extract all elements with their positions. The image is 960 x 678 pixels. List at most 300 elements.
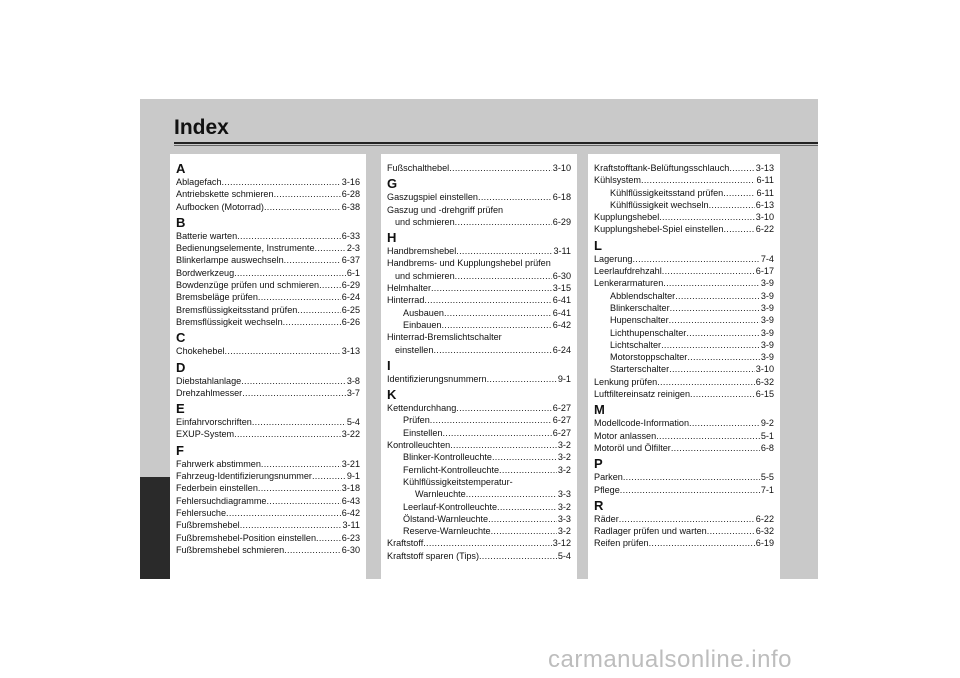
dot-leader <box>689 417 760 429</box>
index-entry[interactable] <box>594 253 774 265</box>
index-entry-page: 5-4 <box>346 417 360 428</box>
index-entry-term: Luftfiltereinsatz reinigen <box>594 389 691 400</box>
index-entry-page: 3-3 <box>557 489 571 500</box>
index-entry-term: Kühlflüssigkeitstemperatur- <box>403 476 513 487</box>
title-rule <box>174 142 818 144</box>
dot-leader <box>499 464 557 476</box>
index-entry-term: Bremsflüssigkeit wechseln <box>176 316 283 327</box>
index-entry-term: EXUP-System <box>176 429 235 440</box>
index-entry-term: Blinker-Kontrolleuchte <box>403 452 492 463</box>
index-entry[interactable] <box>387 464 571 476</box>
index-column-1 <box>170 154 366 579</box>
index-entry-term: Kühlsystem <box>594 175 642 186</box>
dot-leader <box>657 376 755 388</box>
index-entry[interactable] <box>594 290 774 302</box>
index-entry-page: 6-27 <box>552 427 571 438</box>
index-entry-term: Leerlauf-Kontrolleuchte <box>403 501 498 512</box>
index-entry[interactable] <box>594 537 774 549</box>
index-entry-term: Lichthupenschalter <box>610 327 687 338</box>
index-entry-term: Motor anlassen <box>594 430 657 441</box>
index-entry[interactable] <box>387 513 571 525</box>
index-entry[interactable] <box>594 187 774 199</box>
index-entry-page: 6-33 <box>341 230 360 241</box>
dot-leader <box>659 211 755 223</box>
index-entry-term: und schmieren <box>395 216 455 227</box>
dot-leader <box>707 525 755 537</box>
dot-leader <box>670 302 760 314</box>
index-entry-page: 3-2 <box>557 526 571 537</box>
index-entry[interactable] <box>176 188 360 200</box>
index-entry-term: Hupenschalter <box>610 315 669 326</box>
index-entry-page: 3-13 <box>341 346 360 357</box>
index-entry-term: und schmieren <box>395 270 455 281</box>
dot-leader <box>274 188 341 200</box>
index-entry-term: Kühlflüssigkeit wechseln <box>610 199 709 210</box>
index-entry-page: 3-12 <box>552 538 571 549</box>
index-entry-page: 3-10 <box>755 212 774 223</box>
index-entry-page: 6-11 <box>756 187 774 198</box>
dot-leader <box>479 550 557 562</box>
index-entry-term: Pflege <box>594 484 620 495</box>
index-entry[interactable] <box>387 191 571 203</box>
index-letter-heading: M <box>594 402 605 418</box>
index-entry-term: Bowdenzüge prüfen und schmieren <box>176 280 320 291</box>
index-entry-page: 3-15 <box>552 283 571 294</box>
index-entry-term: Einbauen <box>403 319 442 330</box>
index-entry[interactable] <box>176 176 360 188</box>
index-entry-term: Räder <box>594 513 619 524</box>
index-entry[interactable] <box>176 345 360 357</box>
dot-leader <box>226 507 341 519</box>
index-entry-term: Motorstoppschalter <box>610 352 688 363</box>
index-entry-term: Kettendurchhang <box>387 403 457 414</box>
index-entry-page: 6-11 <box>756 175 774 186</box>
index-entry-page: 6-19 <box>755 538 774 549</box>
page-title: Index <box>174 116 229 139</box>
dot-leader <box>240 519 342 531</box>
index-entry[interactable] <box>594 327 774 339</box>
index-entry[interactable] <box>387 414 571 426</box>
dot-leader <box>623 471 760 483</box>
index-entry-page: 6-22 <box>755 513 774 524</box>
title-rule-thin <box>174 145 818 146</box>
index-entry[interactable] <box>176 458 360 470</box>
index-entry[interactable] <box>594 525 774 537</box>
dot-leader <box>222 176 341 188</box>
dot-leader <box>675 290 760 302</box>
index-entry[interactable] <box>387 402 571 414</box>
index-entry[interactable] <box>387 476 571 488</box>
index-entry-term: Kupplungshebel-Spiel einstellen <box>594 224 724 235</box>
dot-leader <box>456 245 552 257</box>
index-entry[interactable] <box>387 331 571 343</box>
index-entry-page: 3-16 <box>341 177 360 187</box>
dot-leader <box>316 532 341 544</box>
dot-leader <box>690 388 755 400</box>
index-entry[interactable] <box>176 495 360 507</box>
index-entry-page: 6-38 <box>341 201 360 212</box>
index-entry-term: Ablagefach <box>176 177 222 187</box>
dot-leader <box>649 537 755 549</box>
dot-leader <box>315 242 346 254</box>
index-entry-page: 6-24 <box>341 292 360 303</box>
index-entry-page: 3-9 <box>760 290 774 301</box>
index-entry[interactable] <box>594 430 774 442</box>
dot-leader <box>441 319 551 331</box>
index-letter-heading: L <box>594 237 602 253</box>
index-entry-term: Drehzahlmesser <box>176 387 243 398</box>
index-entry-term: Reserve-Warnleuchte <box>403 526 491 537</box>
dot-leader <box>491 525 557 537</box>
dot-leader <box>662 265 755 277</box>
dot-leader <box>225 345 341 357</box>
index-letter-heading: G <box>387 176 398 192</box>
index-entry[interactable] <box>594 199 774 211</box>
index-entry-term: Fahrzeug-Identifizierungsnummer <box>176 471 312 482</box>
index-entry-page: 7-1 <box>760 484 774 495</box>
index-entry-page: 3-11 <box>553 246 571 257</box>
dot-leader <box>261 458 341 470</box>
dot-leader <box>266 495 340 507</box>
dot-leader <box>284 544 341 556</box>
index-entry[interactable] <box>594 265 774 277</box>
index-entry[interactable] <box>594 484 774 496</box>
index-entry-page: 5-1 <box>760 430 774 441</box>
index-entry[interactable] <box>387 294 571 306</box>
dot-leader <box>723 187 755 199</box>
index-entry-term: Bremsflüssigkeitsstand prüfen <box>176 304 298 315</box>
index-entry[interactable] <box>387 373 571 385</box>
dot-leader <box>319 279 341 291</box>
dot-leader <box>455 216 552 228</box>
index-entry[interactable] <box>176 304 360 316</box>
index-entry-page: 3-11 <box>342 520 360 531</box>
index-entry[interactable] <box>594 211 774 223</box>
index-entry[interactable] <box>176 316 360 328</box>
index-letter-heading: P <box>594 456 603 472</box>
index-entry[interactable] <box>176 267 360 279</box>
index-entry[interactable] <box>176 291 360 303</box>
dot-leader <box>258 291 341 303</box>
index-entry-page: 5-4 <box>557 550 571 561</box>
index-entry-term: Kühlflüssigkeitsstand prüfen <box>610 187 724 198</box>
index-entry[interactable] <box>176 201 360 213</box>
index-entry-page: 2-3 <box>346 243 360 254</box>
index-entry[interactable] <box>387 216 571 228</box>
index-entry-page: 3-13 <box>755 163 774 173</box>
dot-leader <box>455 270 552 282</box>
index-entry[interactable] <box>387 307 571 319</box>
index-entry-page: 3-22 <box>341 429 360 440</box>
index-entry-term: Einfahrvorschriften <box>176 417 252 428</box>
index-entry-term: Ausbauen <box>403 307 444 318</box>
index-entry-page: 6-8 <box>760 442 774 453</box>
index-entry-term: Fernlicht-Kontrolleuchte <box>403 464 500 475</box>
dot-leader <box>431 282 552 294</box>
index-entry-page: 6-32 <box>755 376 774 387</box>
dot-leader <box>237 230 341 242</box>
index-entry[interactable] <box>594 277 774 289</box>
index-entry-term: einstellen <box>395 344 434 355</box>
index-entry[interactable] <box>176 532 360 544</box>
index-entry[interactable] <box>387 162 571 174</box>
dot-leader <box>449 162 552 174</box>
index-entry-page: 3-9 <box>760 327 774 338</box>
index-entry-term: Bedienungselemente, Instrumente <box>176 243 315 254</box>
index-letter-heading: K <box>387 387 397 403</box>
dot-leader <box>283 316 341 328</box>
index-entry[interactable] <box>594 417 774 429</box>
index-entry-term: Federbein einstellen <box>176 483 258 494</box>
dot-leader <box>241 375 346 387</box>
index-entry-page: 6-41 <box>552 295 571 306</box>
index-entry[interactable] <box>176 230 360 242</box>
index-entry[interactable] <box>594 162 774 174</box>
index-entry-page: 3-7 <box>346 387 360 398</box>
index-entry[interactable] <box>176 242 360 254</box>
index-entry-term: Diebstahlanlage <box>176 375 242 386</box>
dot-leader <box>671 442 760 454</box>
index-entry-page: 3-3 <box>557 513 571 524</box>
dot-leader <box>661 339 760 351</box>
index-entry-term: Lenkerarmaturen <box>594 278 664 289</box>
index-entry[interactable] <box>594 223 774 235</box>
index-entry-term: Fahrwerk abstimmen <box>176 458 261 469</box>
dot-leader <box>466 488 557 500</box>
index-entry-page: 3-2 <box>557 501 571 512</box>
index-entry[interactable] <box>387 257 571 269</box>
index-entry-term: Fußbremshebel-Position einstellen <box>176 532 317 543</box>
index-letter-heading: A <box>176 161 186 176</box>
index-entry-page: 7-4 <box>760 253 774 264</box>
index-entry-page: 9-2 <box>760 418 774 429</box>
dot-leader <box>312 470 346 482</box>
index-entry[interactable] <box>176 375 360 387</box>
index-entry-term: Ölstand-Warnleuchte <box>403 513 489 524</box>
index-entry-page: 6-43 <box>341 495 360 506</box>
index-entry[interactable] <box>176 387 360 399</box>
index-entry-term: Hinterrad-Bremslichtschalter <box>387 332 502 343</box>
dot-leader <box>620 484 760 496</box>
index-entry[interactable] <box>176 544 360 556</box>
index-entry[interactable] <box>594 174 774 186</box>
index-entry-term: Bordwerkzeug <box>176 267 235 278</box>
index-entry-term: Hinterrad <box>387 295 425 306</box>
index-entry-term: Antriebskette schmieren <box>176 189 274 200</box>
dot-leader <box>619 513 755 525</box>
dot-leader <box>258 482 341 494</box>
index-entry[interactable] <box>387 344 571 356</box>
index-entry[interactable] <box>387 451 571 463</box>
dot-leader <box>242 387 346 399</box>
index-entry[interactable] <box>594 471 774 483</box>
dot-leader <box>430 414 552 426</box>
dot-leader <box>497 501 557 513</box>
index-entry-term: Fußschalthebel <box>387 163 450 173</box>
dot-leader <box>632 253 759 265</box>
index-entry[interactable] <box>387 427 571 439</box>
chapter-tab <box>140 477 170 579</box>
index-entry-page: 6-29 <box>341 280 360 291</box>
index-entry[interactable] <box>387 488 571 500</box>
index-entry-term: Warnleuchte <box>415 489 466 500</box>
index-entry-term: Blinkerschalter <box>610 302 670 313</box>
index-entry-page: 6-26 <box>341 316 360 327</box>
index-entry-page: 6-28 <box>341 189 360 200</box>
index-entry-term: Leerlaufdrehzahl <box>594 266 662 277</box>
index-entry-page: 6-25 <box>341 304 360 315</box>
index-entry-page: 6-15 <box>755 389 774 400</box>
index-entry-term: Helmhalter <box>387 283 431 294</box>
index-entry-term: Aufbocken (Motorrad) <box>176 201 264 212</box>
index-letter-heading: D <box>176 359 186 375</box>
index-entry-term: Batterie warten <box>176 230 238 241</box>
index-entry-term: Kraftstofftank-Belüftungsschlauch <box>594 163 730 173</box>
index-entry-term: Modellcode-Information <box>594 418 690 429</box>
index-entry-page: 6-30 <box>341 544 360 555</box>
index-entry[interactable] <box>387 537 571 549</box>
index-entry[interactable] <box>594 339 774 351</box>
index-entry[interactable] <box>387 204 571 216</box>
index-entry[interactable] <box>594 376 774 388</box>
index-entry-term: Handbrems- und Kupplungshebel prüfen <box>387 258 551 269</box>
index-entry[interactable] <box>594 302 774 314</box>
index-column-3 <box>588 154 780 579</box>
index-entry[interactable] <box>387 525 571 537</box>
index-letter-heading: H <box>387 230 397 246</box>
dot-leader <box>252 416 346 428</box>
index-entry-page: 6-42 <box>552 319 571 330</box>
index-entry[interactable] <box>176 254 360 266</box>
index-entry-page: 6-37 <box>341 255 360 266</box>
dot-leader <box>442 427 551 439</box>
index-entry-term: Abblendschalter <box>610 290 676 301</box>
dot-leader <box>487 373 557 385</box>
index-entry-page: 3-8 <box>346 375 360 386</box>
index-entry[interactable] <box>594 351 774 363</box>
index-entry-page: 5-5 <box>760 472 774 483</box>
index-letter-heading: I <box>387 357 391 373</box>
index-entry-term: Fußbremshebel schmieren <box>176 544 285 555</box>
index-entry-term: Reifen prüfen <box>594 538 649 549</box>
index-entry[interactable] <box>176 416 360 428</box>
index-entry[interactable] <box>176 507 360 519</box>
index-letter-heading: R <box>594 497 604 513</box>
index-entry-page: 9-1 <box>557 373 571 384</box>
index-entry-term: Blinkerlampe auswechseln <box>176 255 284 266</box>
index-letter-heading: F <box>176 442 184 458</box>
dot-leader <box>656 430 760 442</box>
index-entry[interactable] <box>594 442 774 454</box>
index-entry[interactable] <box>176 428 360 440</box>
index-entry-page: 6-30 <box>552 270 571 281</box>
dot-leader <box>234 428 341 440</box>
index-entry[interactable] <box>387 439 571 451</box>
index-entry-page: 3-21 <box>341 458 360 469</box>
index-entry-page: 6-27 <box>552 415 571 426</box>
index-entry-page: 3-2 <box>557 440 571 451</box>
index-entry[interactable] <box>176 470 360 482</box>
index-entry-page: 3-2 <box>557 452 571 463</box>
dot-leader <box>686 327 760 339</box>
index-entry-term: Lenkung prüfen <box>594 376 658 387</box>
dot-leader <box>423 537 552 549</box>
index-entry-term: Prüfen <box>403 415 430 426</box>
index-entry-term: Gaszug und -drehgriff prüfen <box>387 204 504 215</box>
index-entry[interactable] <box>176 482 360 494</box>
index-entry-term: Parken <box>594 472 623 483</box>
index-entry-page: 6-32 <box>755 526 774 537</box>
index-entry[interactable] <box>387 245 571 257</box>
index-entry[interactable] <box>594 513 774 525</box>
dot-leader <box>488 513 557 525</box>
index-entry-term: Kraftstoff sparen (Tips) <box>387 550 479 561</box>
index-entry[interactable] <box>594 314 774 326</box>
index-entry[interactable] <box>387 270 571 282</box>
index-entry[interactable] <box>594 363 774 375</box>
index-entry[interactable] <box>176 279 360 291</box>
index-entry-page: 3-9 <box>760 339 774 350</box>
index-entry[interactable] <box>387 501 571 513</box>
index-letter-heading: C <box>176 330 186 346</box>
index-entry-page: 6-29 <box>552 216 571 227</box>
index-entry-page: 3-9 <box>760 278 774 289</box>
index-entry-term: Identifizierungsnummern <box>387 373 487 384</box>
dot-leader <box>669 363 755 375</box>
index-entry-term: Chokehebel <box>176 346 225 357</box>
index-entry-term: Radlager prüfen und warten <box>594 526 707 537</box>
index-entry-term: Kraftstoff <box>387 538 424 549</box>
index-entry-term: Fehlersuche <box>176 507 227 518</box>
dot-leader <box>234 267 346 279</box>
index-entry[interactable] <box>387 550 571 562</box>
index-entry-term: Lagerung <box>594 253 633 264</box>
dot-leader <box>492 451 557 463</box>
index-letter-heading: B <box>176 214 186 230</box>
dot-leader <box>478 191 552 203</box>
watermark: carmanualsonline.info <box>548 646 792 673</box>
index-entry-page: 6-18 <box>552 192 571 203</box>
dot-leader <box>723 223 754 235</box>
dot-leader <box>709 199 755 211</box>
index-entry[interactable] <box>387 319 571 331</box>
dot-leader <box>641 174 755 186</box>
index-entry-term: Motoröl und Ölfilter <box>594 442 671 453</box>
index-entry-page: 3-18 <box>341 483 360 494</box>
index-entry-term: Handbremshebel <box>387 246 457 257</box>
index-entry-page: 3-2 <box>557 464 571 475</box>
index-entry-term: Lichtschalter <box>610 339 662 350</box>
index-entry-term: Einstellen <box>403 427 443 438</box>
index-entry-page: 6-41 <box>552 307 571 318</box>
index-entry[interactable] <box>387 282 571 294</box>
index-entry-term: Kontrolleuchten <box>387 440 451 451</box>
dot-leader <box>729 162 754 174</box>
index-column-2 <box>381 154 577 579</box>
index-letter-heading: E <box>176 401 185 417</box>
index-entry[interactable] <box>594 388 774 400</box>
index-entry-page: 6-23 <box>341 532 360 543</box>
index-entry-page: 3-10 <box>552 163 571 173</box>
index-entry[interactable] <box>176 519 360 531</box>
dot-leader <box>264 201 341 213</box>
dot-leader <box>687 351 760 363</box>
dot-leader <box>297 304 340 316</box>
index-entry-page: 3-9 <box>760 302 774 313</box>
index-entry-page: 6-17 <box>755 266 774 277</box>
index-entry-term: Starterschalter <box>610 364 670 375</box>
dot-leader <box>433 344 551 356</box>
